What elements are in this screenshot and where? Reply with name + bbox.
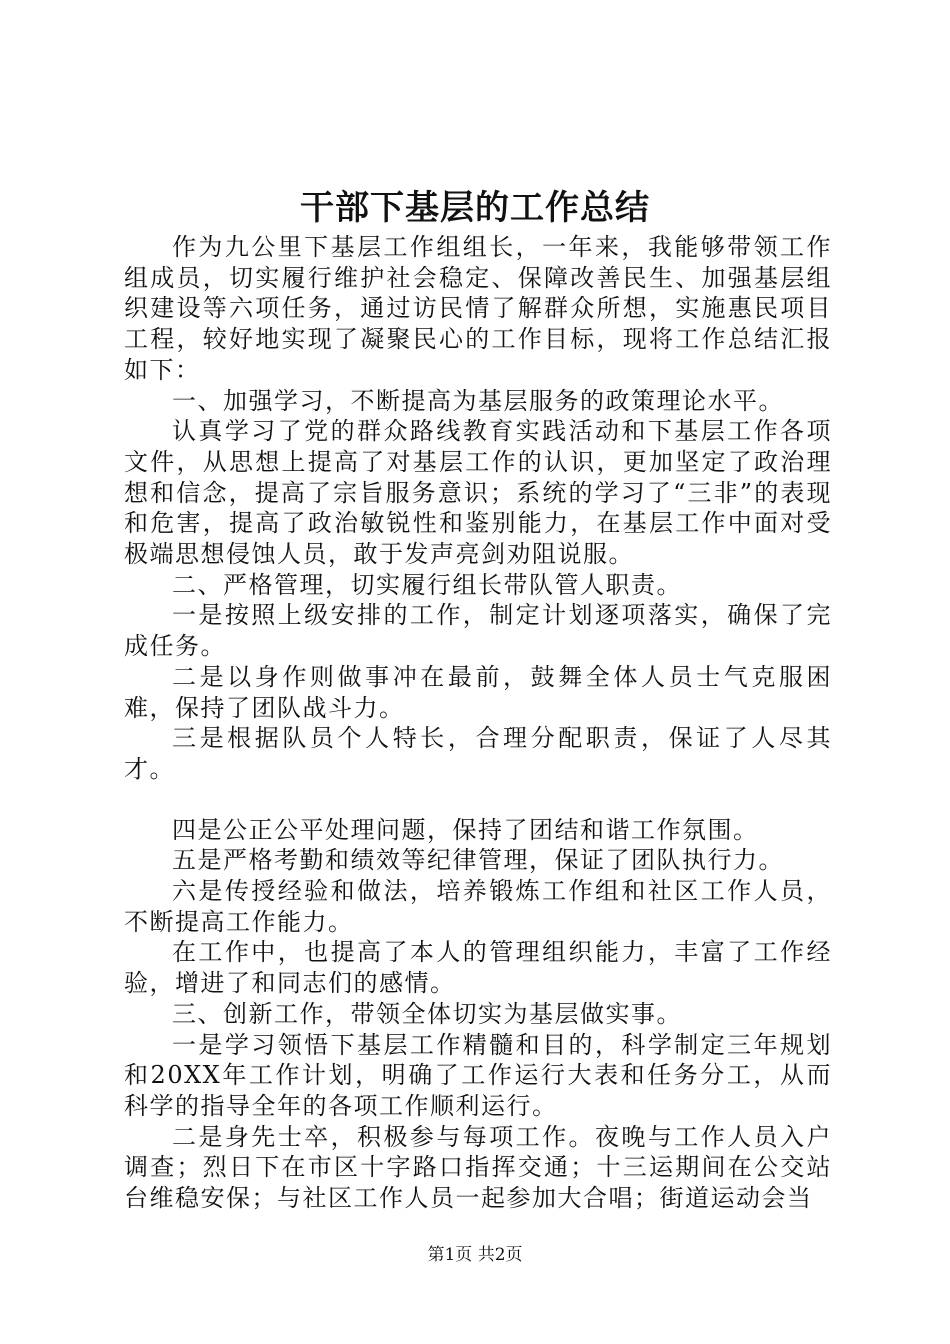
paragraph-innovation-2: 二是身先士卒，积极参与每项工作。夜晚与工作人员入户调查；烈日下在市区十字路口指挥交通；十三运期间在公交站台维稳安保；与社区工作人员一起参加大合唱；街道运动会当 — [124, 1122, 832, 1213]
section-heading-1: 一、加强学习，不断提高为基层服务的政策理论水平。 — [172, 386, 784, 415]
paragraph-item-4: 四是公正公平处理问题，保持了团结和谐工作氛围。 — [172, 815, 759, 844]
section-heading-2: 二、严格管理，切实履行组长带队管人职责。 — [172, 570, 682, 599]
paragraph-item-3: 三是根据队员个人特长，合理分配职责，保证了人尽其才。 — [124, 724, 832, 783]
paragraph-intro: 作为九公里下基层工作组组长，一年来，我能够带领工作组成员，切实履行维护社会稳定、保障改善民生、加强基层组织建设等六项任务，通过访民情了解群众所想，实施惠民项目工程，较好地实现了凝聚民心的工作目标，现将工作总结汇报如下： — [124, 233, 832, 384]
document-body — [124, 232, 832, 1214]
paragraph-item-1: 一是按照上级安排的工作，制定计划逐项落实，确保了完成任务。 — [124, 601, 832, 661]
section-heading-3: 三、创新工作，带领全体切实为基层做实事。 — [172, 999, 682, 1028]
paragraph-personal-growth: 在工作中，也提高了本人的管理组织能力，丰富了工作经验，增进了和同志们的感情。 — [124, 938, 832, 998]
paragraph-item-6: 六是传授经验和做法，培养锻炼工作组和社区工作人员，不断提高工作能力。 — [124, 877, 832, 936]
page-footer: 第1页 共2页 — [427, 1245, 523, 1265]
paragraph-innovation-1: 一是学习领悟下基层工作精髓和目的，科学制定三年规划和20XX年工作计划，明确了工作运行大表和任务分工，从而科学的指导全年的各项工作顺利运行。 — [124, 1030, 832, 1120]
paragraph-study: 认真学习了党的群众路线教育实践活动和下基层工作各项文件，从思想上提高了对基层工作的认识，更加坚定了政治理想和信念，提高了宗旨服务意识；系统的学习了“三非”的表现和危害，提高了政治敏锐性和鉴别能力，在基层工作中面对受极端思想侵蚀人员，敢于发声亮剑劝阻说服。 — [124, 417, 832, 569]
paragraph-item-5: 五是严格考勤和绩效等纪律管理，保证了团队执行力。 — [172, 846, 784, 875]
paragraph-item-2: 二是以身作则做事冲在最前，鼓舞全体人员士气克服困难，保持了团队战斗力。 — [124, 662, 832, 722]
document-title: 干部下基层的工作总结 — [300, 188, 650, 228]
